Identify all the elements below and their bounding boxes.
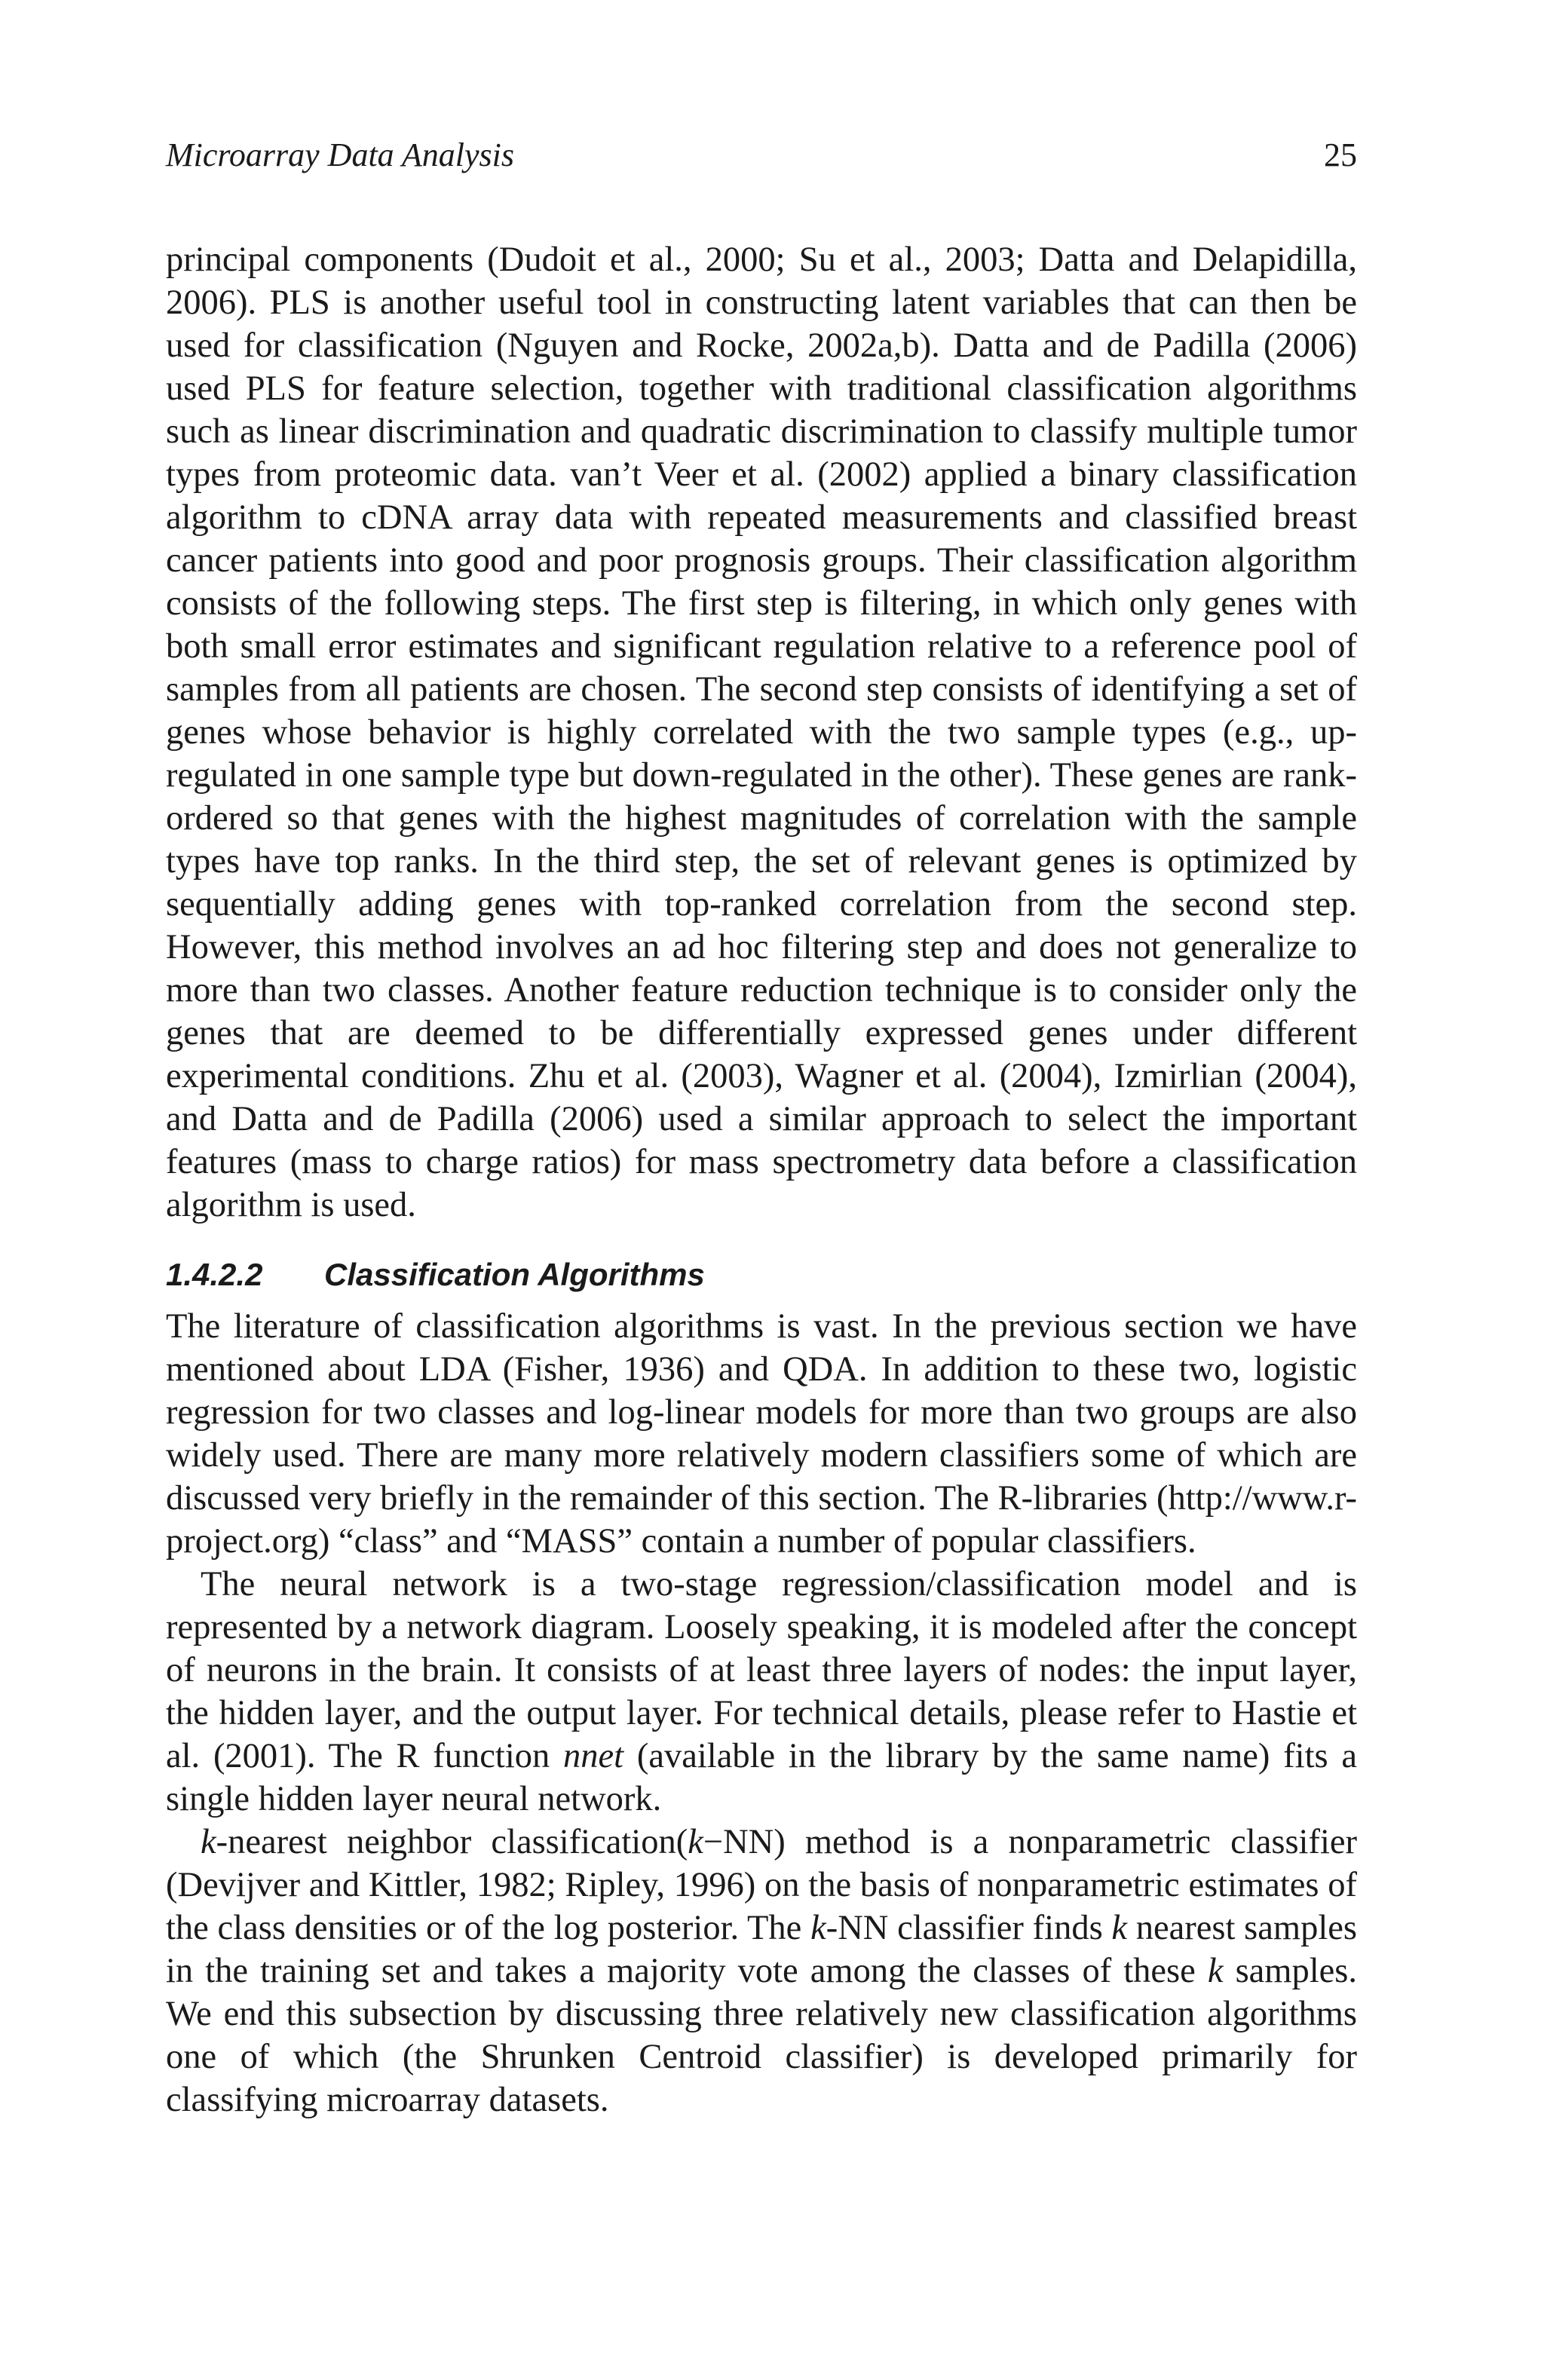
knn-text-d: nearest samples in the training set and takes a majority vote among the classes of these <box>166 1909 1357 1990</box>
paragraph-knn <box>166 1821 1357 2121</box>
page-number: 25 <box>1324 136 1357 173</box>
running-title: Microarray Data Analysis <box>166 136 514 173</box>
neural-network-text-b: (available in the library by the same name) fits a single hidden layer neural network. <box>166 1737 1357 1818</box>
k-symbol: k <box>688 1823 703 1861</box>
knn-text-e: samples. We end this subsection by discussing three relatively new classification algorithms one of which (the Shrunken Centroid classifier) is developed primarily for classifying microarray datasets. <box>166 1952 1357 2119</box>
paragraph-feature-selection: principal components (Dudoit et al., 2000; Su et al., 2003; Datta and Delapidilla, 2006). PLS is another useful tool in constructing latent variables that can then be used for classification (Nguyen and Rocke, 2002a,b). Datta and de Padilla (2006) used PLS for feature selection, together with traditional classification algorithms such as linear discrimination and quadratic discrimination to classify multiple tumor types from proteomic data. van’t Veer et al. (2002) applied a binary classification algorithm to cDNA array data with repeated measurements and classified breast cancer patients into good and poor prognosis groups. Their classification algorithm consists of the following steps. The first step is filtering, in which only genes with both small error estimates and significant regulation relative to a reference pool of samples from all patients are chosen. The second step consists of identifying a set of genes whose behavior is highly correlated with the two sample types (e.g., upregulated in one sample type but down-regulated in the other). These genes are rank-ordered so that genes with the highest magnitudes of correlation with the sample types have top ranks. In the third step, the set of relevant genes is optimized by sequentially adding genes with top-ranked correlation from the second step. However, this method involves an ad hoc filtering step and does not generalize to more than two classes. Another feature reduction technique is to consider only the genes that are deemed to be differentially expressed genes under different experimental conditions. Zhu et al. (2003), Wagner et al. (2004), Izmirlian (2004), and Datta and de Padilla (2006) used a similar approach to select the important features (mass to charge ratios) for mass spectrometry data before a classification algorithm is used. <box>166 240 1357 1224</box>
neural-network-text-a: The neural network is a two-stage regression/classification model and is represented by a network diagram. Loosely speaking, it is modeled after the concept of neurons in the brain. It consists of at least three layers of nodes: the input layer, the hidden layer, and the output layer. For technical details, please refer to Hastie et al. (2001). The R function <box>166 1565 1357 1775</box>
k-symbol: k <box>1111 1909 1128 1947</box>
section-number: 1.4.2.2 <box>166 1257 263 1292</box>
k-symbol: k <box>1207 1952 1224 1990</box>
k-symbol: k <box>201 1823 216 1861</box>
paragraph-neural-network <box>166 1563 1357 1821</box>
running-head <box>166 136 1357 181</box>
nnet-function-name: nnet <box>563 1737 624 1775</box>
knn-text-c: -NN classifier finds <box>826 1909 1112 1947</box>
book-page <box>166 136 1357 2121</box>
paragraph-classification-intro: The literature of classification algorithms is vast. In the previous section we have mentioned about LDA (Fisher, 1936) and QDA. In addition to these two, logistic regression for two classes and log-linear models for more than two groups are also widely used. There are many more relatively modern classifiers some of which are discussed very briefly in the remainder of this section. The R-libraries (http://www.r-project.org) “class” and “MASS” contain a number of popular classifiers. <box>166 1307 1357 1561</box>
section-heading <box>166 1252 1357 1297</box>
knn-text-a: -nearest neighbor classification( <box>216 1823 688 1861</box>
section-title: Classification Algorithms <box>324 1257 705 1292</box>
k-symbol: k <box>810 1909 826 1947</box>
knn-text-b: −NN) method is a nonparametric classifier (Devijver and Kittler, 1982; Ripley, 1996) on the basis of nonparametric estimates of the class densities or of the log posterior. The <box>166 1823 1358 1947</box>
